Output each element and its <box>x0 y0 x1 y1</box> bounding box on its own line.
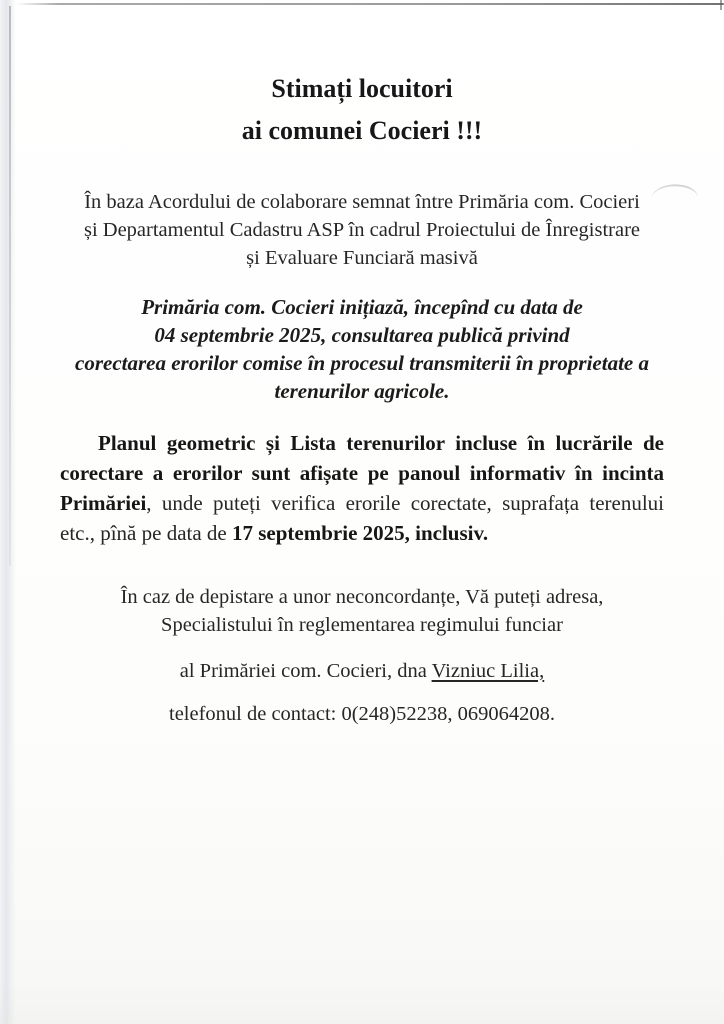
scan-corner-tick <box>720 0 722 10</box>
details-normal-middle: , unde puteți verifica erorile corectate, suprafața terenului etc., pînă pe data de <box>60 491 664 545</box>
contact-addressee-row <box>60 660 664 683</box>
intro-line-3: și Evaluare Funciară masivă <box>246 247 478 269</box>
scan-left-edge <box>0 0 16 1024</box>
notice-title-line-2: ai comunei Cocieri !!! <box>241 116 483 145</box>
intro-line-1: În baza Acordului de colaborare semnat între Primăria com. Cocieri <box>84 191 640 213</box>
contact-line-1: În caz de depistare a unor neconcordanțe, Vă puteți adresa, <box>120 586 604 608</box>
announcement-line-3: corectarea erorilor comise în procesul transmiterii în proprietate a <box>75 351 649 375</box>
announcement-line-1: Primăria com. Cocieri inițiază, începînd cu data de <box>141 295 583 319</box>
announcement-paragraph <box>60 293 664 405</box>
announcement-line-4: terenurilor agricole. <box>274 379 450 403</box>
announcement-line-2: 04 septembrie 2025, consultarea publică privind <box>154 323 570 347</box>
intro-line-2: și Departamentul Cadastru ASP în cadrul Proiectului de Înregistrare <box>83 219 640 241</box>
details-paragraph <box>60 428 664 548</box>
contact-addressee-prefix: al Primăriei com. Cocieri, dna <box>179 659 432 682</box>
details-bold-lead: Planul geometric și Lista terenurilor incluse în lucrările de corectare a erorilor sunt afișate pe panoul informativ în incinta Primăriei <box>60 431 664 515</box>
contact-phone-row: telefonul de contact: 0(248)52238, 069064208. <box>169 703 555 725</box>
details-bold-deadline: 17 septembrie 2025, inclusiv. <box>232 521 489 545</box>
contact-line-2: Specialistului în reglementarea regimului funciar <box>161 614 563 636</box>
scan-bottom-texture <box>0 984 724 1024</box>
contact-paragraph <box>60 583 664 639</box>
notice-sheet <box>60 0 664 726</box>
scan-left-edge-line <box>9 6 11 566</box>
contact-addressee-name: Vizniuc Lilia, <box>431 659 545 682</box>
notice-title-line-1: Stimați locuitori <box>271 74 453 103</box>
intro-paragraph <box>60 188 664 272</box>
notice-title <box>60 74 664 146</box>
